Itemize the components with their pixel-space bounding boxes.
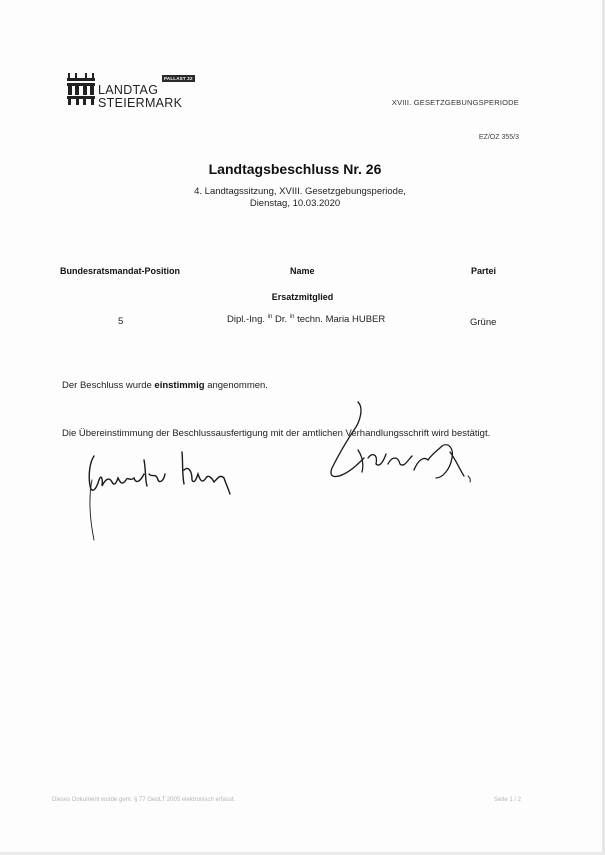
name-title-2: Dr. [274,314,288,325]
ez-oz-number: EZ/OZ 355/3 [478,134,519,141]
column-header-party: Partei [471,266,497,276]
decision-prefix: Der Beschluss wurde [62,380,152,391]
signature-left [72,440,262,550]
landtag-logo [67,71,207,111]
column-header-position: Bundesratsmandat-Position [60,266,181,276]
section-label: Ersatzmitglied [271,292,334,302]
row-position: 5 [118,316,124,327]
row-party: Grüne [470,317,497,328]
column-header-name: Name [290,266,315,276]
legislative-period: XVIII. GESETZGEBUNGSPERIODE [391,98,519,107]
name-title-1: Dipl.-Ing. [227,314,266,325]
footer-note: Dieses Dokument wurde gem. § 77 GeoLT 2005 elektronisch erfasst. [52,797,236,803]
decision-emphasis: einstimmig [154,380,205,391]
name-sup-2: in [289,314,295,320]
name-full: techn. Maria HUBER [297,314,386,325]
name-sup-1: in [267,314,273,320]
logo-badge: PALLAST 22 [164,76,193,81]
signature-right [318,398,488,498]
row-name [227,314,385,325]
page-number: Seite 1 / 2 [494,797,522,803]
session-line: 4. Landtagssitzung, XVIII. Gesetzgebungsperiode, [194,186,406,197]
document-title: Landtagsbeschluss Nr. 26 [208,161,382,177]
session-date: Dienstag, 10.03.2020 [249,198,341,209]
decision-statement [62,380,268,391]
confirmation-statement: Die Übereinstimmung der Beschlussausfertigung mit der amtlichen Verhandlungsschrift wird bestätigt. [62,428,491,439]
parliament-building-icon [67,71,95,105]
decision-suffix: angenommen. [207,380,268,391]
logo-text-steiermark: STEIERMARK [98,96,183,110]
logo-text-landtag: LANDTAG [98,83,159,97]
